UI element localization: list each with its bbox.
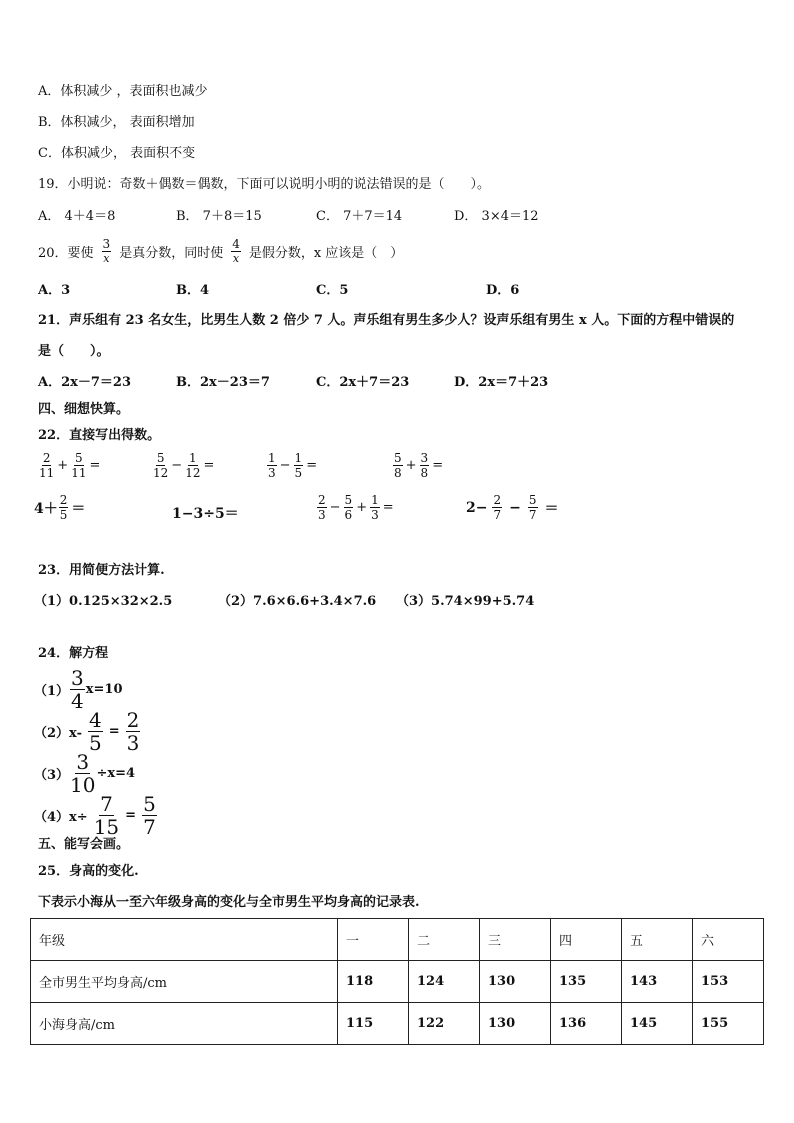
table-header-row	[31, 919, 764, 961]
q18-option-a: A．体积减少 ，表面积也减少	[38, 84, 208, 99]
q21-stem-line2: 是（ ）。	[38, 344, 110, 359]
q21-option-b: B．2x－23＝7	[176, 375, 270, 390]
q19-option-d: D． 3×4＝12	[454, 209, 539, 224]
table-cell: 115	[338, 1003, 409, 1045]
q22-expr-4: $\frac{5}{8}$ + $\frac{3}{8}$ =	[394, 451, 444, 480]
table-cell: 136	[551, 1003, 622, 1045]
q21-option-c: C．2x＋7＝23	[316, 375, 410, 390]
q22-expr-8: 2− $\frac{2}{7}$ − $\frac{5}{7}$ ＝	[466, 493, 559, 522]
table-cell: 124	[409, 961, 480, 1003]
table-row	[31, 961, 764, 1003]
section-4-heading: 四、细想快算。	[38, 402, 130, 417]
table-cell: 153	[693, 961, 764, 1003]
q20-post: 是假分数，x 应该是（ ）	[248, 245, 404, 261]
table-header-cell: 二	[409, 919, 480, 961]
q24-problem-2: （2）x- $\frac{4}{5}$ = $\frac{2}{3}$	[34, 708, 140, 755]
q25-description: 下表示小海从一至六年级身高的变化与全市男生平均身高的记录表.	[38, 895, 420, 910]
q24-problem-4: （4）x÷ $\frac{7}{15}$ = $\frac{5}{7}$	[34, 792, 156, 839]
q23-item-1: （1）0.125×32×2.5	[34, 594, 173, 609]
height-record-table	[30, 918, 764, 1045]
q20-pre: 20．要使	[38, 245, 94, 261]
q23-item-2: （2）7.6×6.6+3.4×7.6	[218, 594, 377, 609]
q21-stem-line1: 21．声乐组有 23 名女生，比男生人数 2 倍少 7 人。声乐组有男生多少人？设声乐组有男生 x 人。下面的方程中错误的	[38, 313, 735, 328]
q21-option-d: D．2x＝7＋23	[454, 375, 549, 390]
table-cell: 130	[480, 1003, 551, 1045]
q24-problem-3: （3） $\frac{3}{10}$ ÷x=4	[34, 750, 136, 797]
table-cell: 122	[409, 1003, 480, 1045]
q20-fraction-1: $\frac{3}{x}$	[102, 237, 111, 265]
table-cell: 全市男生平均身高/cm	[31, 961, 338, 1003]
q19-stem: 19．小明说：奇数＋偶数＝偶数，下面可以说明小明的说法错误的是（ ）。	[38, 177, 491, 192]
q22-expr-3: $\frac{1}{3}$ − $\frac{1}{5}$ =	[268, 451, 318, 480]
q18-option-b: B．体积减少， 表面积增加	[38, 115, 195, 130]
q20-stem	[38, 238, 403, 264]
q22-expr-6: 1−3÷5＝	[172, 506, 239, 522]
table-row	[31, 1003, 764, 1045]
table-cell: 143	[622, 961, 693, 1003]
table-header-cell: 六	[693, 919, 764, 961]
q24-problem-1: （1） $\frac{3}{4}$ x=10	[34, 666, 123, 713]
q19-option-a: A． 4＋4＝8	[38, 209, 116, 224]
q20-option-d: D．6	[486, 283, 520, 298]
q18-option-c: C．体积减少， 表面积不变	[38, 146, 196, 161]
table-cell: 155	[693, 1003, 764, 1045]
table-cell: 小海身高/cm	[31, 1003, 338, 1045]
section-5-heading: 五、能写会画。	[38, 837, 130, 852]
q25-title: 25．身高的变化.	[38, 864, 139, 879]
q21-option-a: A．2x－7＝23	[38, 375, 132, 390]
table-header-cell: 三	[480, 919, 551, 961]
q20-mid: 是真分数，同时使	[119, 245, 224, 261]
q22-title: 22．直接写出得数。	[38, 428, 161, 443]
table-header-cell: 四	[551, 919, 622, 961]
q20-option-b: B．4	[176, 283, 210, 298]
table-cell: 130	[480, 961, 551, 1003]
q24-title: 24．解方程	[38, 646, 109, 661]
q23-item-3: （3）5.74×99+5.74	[396, 594, 535, 609]
q23-title: 23．用简便方法计算.	[38, 563, 165, 578]
table-cell: 145	[622, 1003, 693, 1045]
table-cell: 118	[338, 961, 409, 1003]
q20-option-c: C．5	[316, 283, 349, 298]
q22-expr-1: $\frac{2}{11}$ + $\frac{5}{11}$ =	[39, 451, 101, 480]
q20-option-a: A．3	[38, 283, 71, 298]
table-header-cell: 年级	[31, 919, 338, 961]
q22-expr-2: $\frac{5}{12}$ − $\frac{1}{12}$ =	[153, 451, 215, 480]
q22-expr-5: 4＋ $\frac{2}{5}$ ＝	[34, 493, 86, 522]
q19-option-c: C． 7＋7＝14	[316, 209, 403, 224]
q19-option-b: B． 7＋8＝15	[176, 209, 262, 224]
table-header-cell: 一	[338, 919, 409, 961]
q22-expr-7: $\frac{2}{3}$ − $\frac{5}{6}$ + $\frac{1}{3}$ =	[318, 493, 394, 522]
table-cell: 135	[551, 961, 622, 1003]
q20-fraction-2: $\frac{4}{x}$	[232, 237, 240, 265]
table-header-cell: 五	[622, 919, 693, 961]
